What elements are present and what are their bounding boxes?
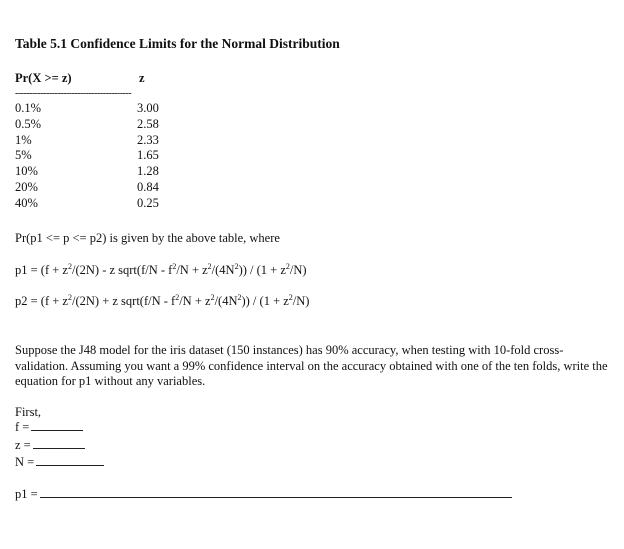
z-answer-blank[interactable] [33, 439, 85, 449]
probability-cell: 5% [15, 148, 32, 163]
n-answer-line [15, 455, 104, 470]
formula-p1: $p1 = (f + z^2/(2N) - z$ sqrt(f/N - $f^2/N + z^2/(4N^2)) / (1 + z^2/N)$ [15, 261, 307, 277]
n-answer-blank[interactable] [36, 456, 104, 466]
table-title: Table 5.1 Confidence Limits for the Normal Distribution [15, 36, 340, 51]
table-row [15, 133, 177, 149]
table-row [15, 117, 177, 133]
probability-cell: 40% [15, 195, 38, 210]
z-cell: 0.84 [137, 179, 159, 194]
probability-cell: 0.5% [15, 116, 42, 131]
column-header-z: z [139, 71, 145, 85]
table-row [15, 196, 177, 212]
table-note: Pr(p1 <= p <= p2) is given by the above table, where [15, 231, 280, 245]
question-paragraph: Suppose the J48 model for the iris dataset (150 instances) has 90% accuracy, when testing with 10-fold cross-validation. Assuming you want a 99% confidence interval on the accuracy obtained with one of the ten folds, write the equation for p1 without any variables. [15, 343, 608, 388]
f-label: f = [15, 420, 30, 434]
formula-p2: $p2 = (f + z^2/(2N) + z$ sqrt(f/N - $f^2/N + z^2/(4N^2)) / (1 + z^2/N)$ [15, 292, 310, 308]
p1-label: p1 = [15, 487, 38, 501]
p1-answer-line [15, 487, 512, 502]
probability-cell: 10% [15, 164, 38, 179]
z-label: z = [15, 438, 31, 452]
first-label: First, [15, 405, 42, 419]
z-cell: 2.58 [137, 116, 159, 131]
table-row [15, 180, 177, 196]
n-label: N = [15, 455, 35, 469]
z-cell: 3.00 [137, 101, 159, 115]
p1-answer-blank[interactable] [40, 488, 512, 498]
table-row [15, 148, 177, 164]
column-header-probability: Pr(X >= z) [15, 71, 72, 85]
z-cell: 1.65 [137, 148, 159, 163]
confidence-table-body [15, 101, 177, 212]
f-answer-line [15, 420, 83, 435]
f-answer-blank[interactable] [31, 421, 83, 431]
table-separator: ----------------------------------------- [15, 88, 132, 99]
table-row [15, 101, 177, 117]
probability-cell: 20% [15, 179, 38, 194]
z-cell: 2.33 [137, 132, 159, 147]
table-row [15, 164, 177, 180]
z-answer-line [15, 438, 85, 453]
probability-cell: 1% [15, 132, 32, 147]
probability-cell: 0.1% [15, 101, 42, 115]
z-cell: 0.25 [137, 195, 159, 210]
z-cell: 1.28 [137, 164, 159, 179]
